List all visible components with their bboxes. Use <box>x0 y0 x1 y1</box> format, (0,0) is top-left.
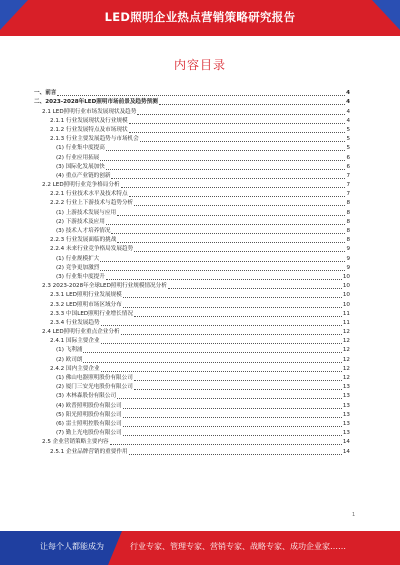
toc-entry-text: (2) 欧司朗 <box>56 356 83 363</box>
toc-entry-page: 7 <box>346 172 350 179</box>
toc-entry-page: 5 <box>346 145 350 152</box>
toc-entry[interactable] <box>34 310 350 319</box>
toc-entry-text: (5) 阳光照明股份有限公司 <box>56 411 122 418</box>
toc-entry[interactable] <box>34 273 350 282</box>
toc-entry-text: (6) 雷士照明控股有限公司 <box>56 420 122 427</box>
toc-entry-text: 2.2.1 行业技术水平及技术特点 <box>50 191 128 198</box>
toc-entry[interactable] <box>34 282 350 291</box>
toc-entry-text: (2) 下游技术及应用 <box>56 218 105 225</box>
toc-entry-page: 5 <box>346 136 350 143</box>
toc-entry[interactable] <box>34 208 350 217</box>
toc-entry[interactable] <box>34 291 350 300</box>
toc-entry-text: 2.1.3 行业主要发展趋势与市场机会 <box>50 136 139 143</box>
toc-leader-dots <box>123 307 342 308</box>
toc-entry-page: 9 <box>346 255 350 262</box>
toc-leader-dots <box>106 224 346 225</box>
toc-entry-text: 二、2023-2028年LED照明市场前景及趋势预测 <box>34 99 158 106</box>
toc-entry[interactable] <box>34 98 350 107</box>
toc-entry-page: 13 <box>342 411 350 418</box>
toc-leader-dots <box>137 114 345 115</box>
toc-leader-dots <box>123 435 342 436</box>
toc-entry[interactable] <box>34 135 350 144</box>
toc-entry-page: 12 <box>342 329 350 336</box>
toc-entry-page: 8 <box>346 218 350 225</box>
toc-entry-text: 2.1.2 行业发展特点及市场现状 <box>50 126 128 133</box>
toc-leader-dots <box>101 371 342 372</box>
toc-leader-dots <box>123 408 342 409</box>
toc-entry-page: 10 <box>342 301 350 308</box>
toc-entry-page: 8 <box>346 237 350 244</box>
toc-entry[interactable] <box>34 300 350 309</box>
toc-entry-text: 2.2.3 行业发展面临的挑战 <box>50 237 117 244</box>
toc-entry-text: 2.5 企业营销策略主要内容 <box>42 439 109 446</box>
toc-leader-dots <box>121 187 346 188</box>
toc-leader-dots <box>117 398 342 399</box>
toc-entry-page: 6 <box>346 163 350 170</box>
toc-entry[interactable] <box>34 163 350 172</box>
toc-entry[interactable] <box>34 153 350 162</box>
toc-entry-page: 10 <box>342 292 350 299</box>
toc-entry-text: (3) 行业集中度提升 <box>56 273 105 280</box>
toc-leader-dots <box>100 270 345 271</box>
toc-entry-page: 10 <box>342 283 350 290</box>
toc-leader-dots <box>134 380 342 381</box>
toc-entry[interactable] <box>34 199 350 208</box>
toc-entry-page: 8 <box>346 209 350 216</box>
toc-entry[interactable] <box>34 429 350 438</box>
toc-leader-dots <box>168 288 342 289</box>
toc-entry[interactable] <box>34 355 350 364</box>
toc-entry-page: 12 <box>342 338 350 345</box>
toc-entry-text: 2.2 LED照明行业竞争格局分析 <box>42 182 120 189</box>
toc-entry-page: 13 <box>342 420 350 427</box>
toc-entry-page: 14 <box>342 439 350 446</box>
toc-entry[interactable] <box>34 447 350 456</box>
toc-entry-text: 2.1.1 行业发展现状及行业规模 <box>50 117 128 124</box>
toc-entry-page: 9 <box>346 246 350 253</box>
toc-entry-page: 12 <box>342 375 350 381</box>
toc-entry[interactable] <box>34 126 350 135</box>
toc-entry[interactable] <box>34 328 350 337</box>
toc-entry-page: 11 <box>342 310 350 317</box>
toc-entry[interactable] <box>34 190 350 199</box>
toc-entry-text: (1) 行业规模扩大 <box>56 255 100 262</box>
toc-entry-text: (4) 欧普照明股份有限公司 <box>56 402 122 409</box>
toc-entry[interactable] <box>34 374 350 383</box>
toc-entry[interactable] <box>34 438 350 447</box>
toc-entry[interactable] <box>34 337 350 346</box>
toc-leader-dots <box>106 150 346 151</box>
toc-entry[interactable] <box>34 172 350 181</box>
toc-entry-text: 2.4 LED照明行业重点企业分析 <box>42 329 120 336</box>
toc-entry-text: 2.2.2 行业上下游技术与趋势分析 <box>50 200 134 207</box>
toc-leader-dots <box>111 233 345 234</box>
footer-slogan: 让每个人都能成为 <box>40 542 104 551</box>
toc-entry[interactable] <box>34 254 350 263</box>
toc-entry[interactable] <box>34 245 350 254</box>
toc-entry-text: 2.1 LED照明行业市场发展现状及趋势 <box>42 108 137 115</box>
toc-leader-dots <box>106 279 342 280</box>
toc-entry[interactable] <box>34 383 350 392</box>
toc-entry[interactable] <box>34 89 350 98</box>
footer-tagline: 行业专家、管理专家、营销专家、战略专家、成功企业家…… <box>130 542 346 551</box>
toc-entry-text: (3) 木林森股份有限公司 <box>56 393 117 400</box>
toc-entry-text: (1) 行业集中度提高 <box>56 145 105 152</box>
toc-entry-page: 13 <box>342 393 350 400</box>
toc-entry[interactable] <box>34 392 350 401</box>
toc-heading: 内容目录 <box>173 58 226 72</box>
toc-leader-dots <box>100 160 345 161</box>
toc-entry-text: 2.3.2 LED照明市场区域分布 <box>50 301 122 308</box>
toc-entry-text: 2.5.1 企业品牌营销的重要作用 <box>50 448 128 455</box>
toc-entry-page: 5 <box>346 126 350 133</box>
toc-entry-page: 13 <box>342 384 350 391</box>
toc-leader-dots <box>129 454 342 455</box>
toc-entry-text: (2) 行业应用拓展 <box>56 154 100 161</box>
toc-entry[interactable] <box>34 346 350 355</box>
toc-leader-dots <box>121 334 342 335</box>
toc-entry-text: 2.4.2 国内主要企业 <box>50 365 100 372</box>
toc-leader-dots <box>134 205 345 206</box>
toc-leader-dots <box>110 444 342 445</box>
toc-leader-dots <box>129 196 346 197</box>
toc-leader-dots <box>129 123 346 124</box>
toc-entry-text: (1) 飞利浦 <box>56 347 83 354</box>
toc-leader-dots <box>134 316 342 317</box>
toc-leader-dots <box>159 104 345 105</box>
toc-entry[interactable] <box>34 264 350 273</box>
table-of-contents <box>34 89 350 457</box>
toc-entry[interactable] <box>34 411 350 420</box>
page-number: 1 <box>352 512 356 518</box>
toc-entry-page: 4 <box>346 99 350 106</box>
toc-entry-page: 7 <box>346 182 350 189</box>
toc-entry-page: 13 <box>342 430 350 437</box>
toc-entry-page: 14 <box>342 448 350 455</box>
toc-leader-dots <box>101 343 342 344</box>
toc-leader-dots <box>134 389 342 390</box>
toc-entry-text: (3) 技术人才培养情况 <box>56 228 111 234</box>
toc-entry-page: 9 <box>346 264 350 271</box>
toc-entry-page: 12 <box>342 356 350 363</box>
toc-leader-dots <box>106 169 346 170</box>
toc-entry-page: 4 <box>346 108 350 115</box>
toc-leader-dots <box>123 417 342 418</box>
toc-entry-text: (1) 佛山电器照明股份有限公司 <box>56 375 133 381</box>
toc-entry[interactable] <box>34 365 350 374</box>
toc-entry[interactable] <box>34 218 350 227</box>
document-title: LED照明企业热点营销策略研究报告 <box>104 10 296 24</box>
toc-entry[interactable] <box>34 144 350 153</box>
toc-leader-dots <box>100 261 345 262</box>
toc-leader-dots <box>117 242 345 243</box>
toc-leader-dots <box>140 141 346 142</box>
toc-entry[interactable] <box>34 227 350 236</box>
toc-entry-text: 2.2.4 未来行业竞争格局发展趋势 <box>50 246 134 253</box>
toc-entry-text: 2.4.1 国际主要企业 <box>50 338 100 345</box>
toc-entry-page: 4 <box>346 117 350 124</box>
toc-leader-dots <box>83 352 341 353</box>
toc-leader-dots <box>134 251 345 252</box>
toc-entry-text: (2) 竞争更加激烈 <box>56 264 100 271</box>
toc-leader-dots <box>123 297 342 298</box>
toc-entry-text: 2.3 2023-2028年全球LED照明行业规模情况分析 <box>42 283 167 290</box>
toc-entry-text: 2.3.4 行业发展趋势 <box>50 319 100 326</box>
toc-entry[interactable] <box>34 401 350 410</box>
toc-leader-dots <box>123 426 342 427</box>
toc-leader-dots <box>57 95 345 96</box>
toc-entry-text: (1) 上游技术发展与应用 <box>56 209 117 216</box>
toc-entry-page: 10 <box>342 273 350 280</box>
toc-entry-page: 13 <box>342 402 350 409</box>
toc-entry[interactable] <box>34 420 350 429</box>
toc-entry-text: (4) 重点产业链的创新 <box>56 172 111 179</box>
toc-leader-dots <box>117 215 345 216</box>
toc-entry-page: 7 <box>346 191 350 198</box>
toc-entry-page: 11 <box>342 319 350 326</box>
toc-entry-text: (3) 国际化发展加快 <box>56 163 105 170</box>
toc-entry-text: 2.3.1 LED照明行业发展规模 <box>50 292 122 299</box>
toc-entry-page: 4 <box>346 90 350 97</box>
toc-entry-page: 8 <box>346 200 350 207</box>
toc-entry[interactable] <box>34 236 350 245</box>
toc-entry-page: 6 <box>346 154 350 161</box>
toc-entry-page: 12 <box>342 365 350 372</box>
toc-leader-dots <box>83 362 341 363</box>
toc-entry[interactable] <box>34 117 350 126</box>
toc-entry-page: 8 <box>346 228 350 234</box>
toc-entry-text: (2) 厦门三安光电股份有限公司 <box>56 384 133 391</box>
toc-leader-dots <box>101 325 342 326</box>
toc-entry-text: (7) 勤上光电股份有限公司 <box>56 430 122 437</box>
toc-entry-text: 2.3.3 中国LED照明行业增长情况 <box>50 310 133 317</box>
toc-entry[interactable] <box>34 107 350 116</box>
toc-leader-dots <box>111 178 345 179</box>
toc-entry[interactable] <box>34 181 350 190</box>
toc-leader-dots <box>129 132 346 133</box>
toc-entry-page: 12 <box>342 347 350 354</box>
toc-entry-text: 一、前言 <box>34 90 57 97</box>
toc-entry[interactable] <box>34 319 350 328</box>
